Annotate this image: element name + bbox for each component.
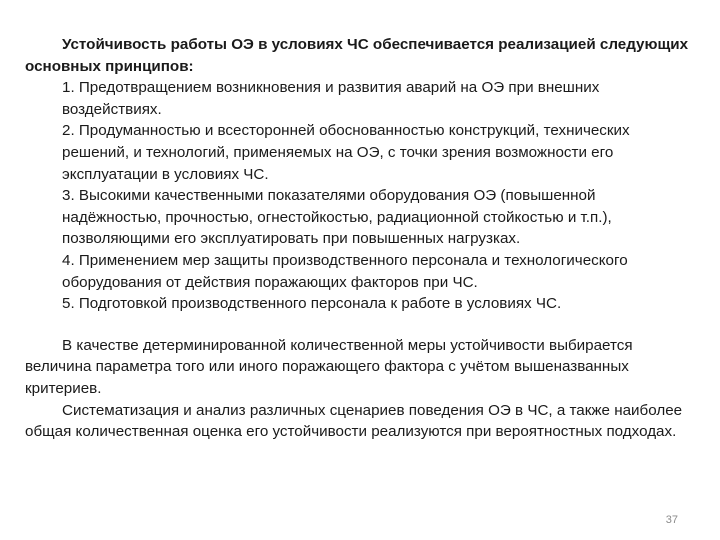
spacer [25, 315, 695, 335]
intro-text: Устойчивость работы ОЭ в условиях ЧС обеспечивается реализацией следующих основных принципов: [25, 36, 689, 75]
list-item: 5. Подготовкой производственного персонала к работе в условиях ЧС. [62, 295, 562, 313]
list-item: 3. Высокими качественными показателями оборудования ОЭ (повышенной надёжностью, прочностью, огнестойкостью, радиационной стойкостью и т.п.), позволяющими его эксплуатировать при повышенных нагрузках. [62, 187, 612, 248]
slide-body [25, 34, 695, 443]
page-number: 37 [665, 514, 678, 526]
principles-list [25, 77, 695, 315]
list-item: 2. Продуманностью и всесторонней обоснованностью конструкций, технических решений, и технологий, применяемых на ОЭ, с точки зрения возможности его эксплуатации в условиях ЧС. [62, 122, 630, 183]
intro-paragraph [25, 34, 695, 77]
probabilistic-approach-paragraph: Систематизация и анализ различных сценариев поведения ОЭ в ЧС, а также наиболее общая количественная оценка его устойчивости реализуются при вероятностных подходах. [25, 401, 683, 441]
list-item: 4. Применением мер защиты производственного персонала и технологического оборудования от действия поражающих факторов при ЧС. [62, 251, 628, 291]
deterministic-measure-paragraph: В качестве детерминированной количественной меры устойчивости выбирается величина параметра того или иного поражающего фактора с учётом вышеназванных критериев. [25, 336, 633, 397]
list-item: 1. Предотвращением возникновения и развития аварий на ОЭ при внешних воздействиях. [62, 79, 600, 118]
